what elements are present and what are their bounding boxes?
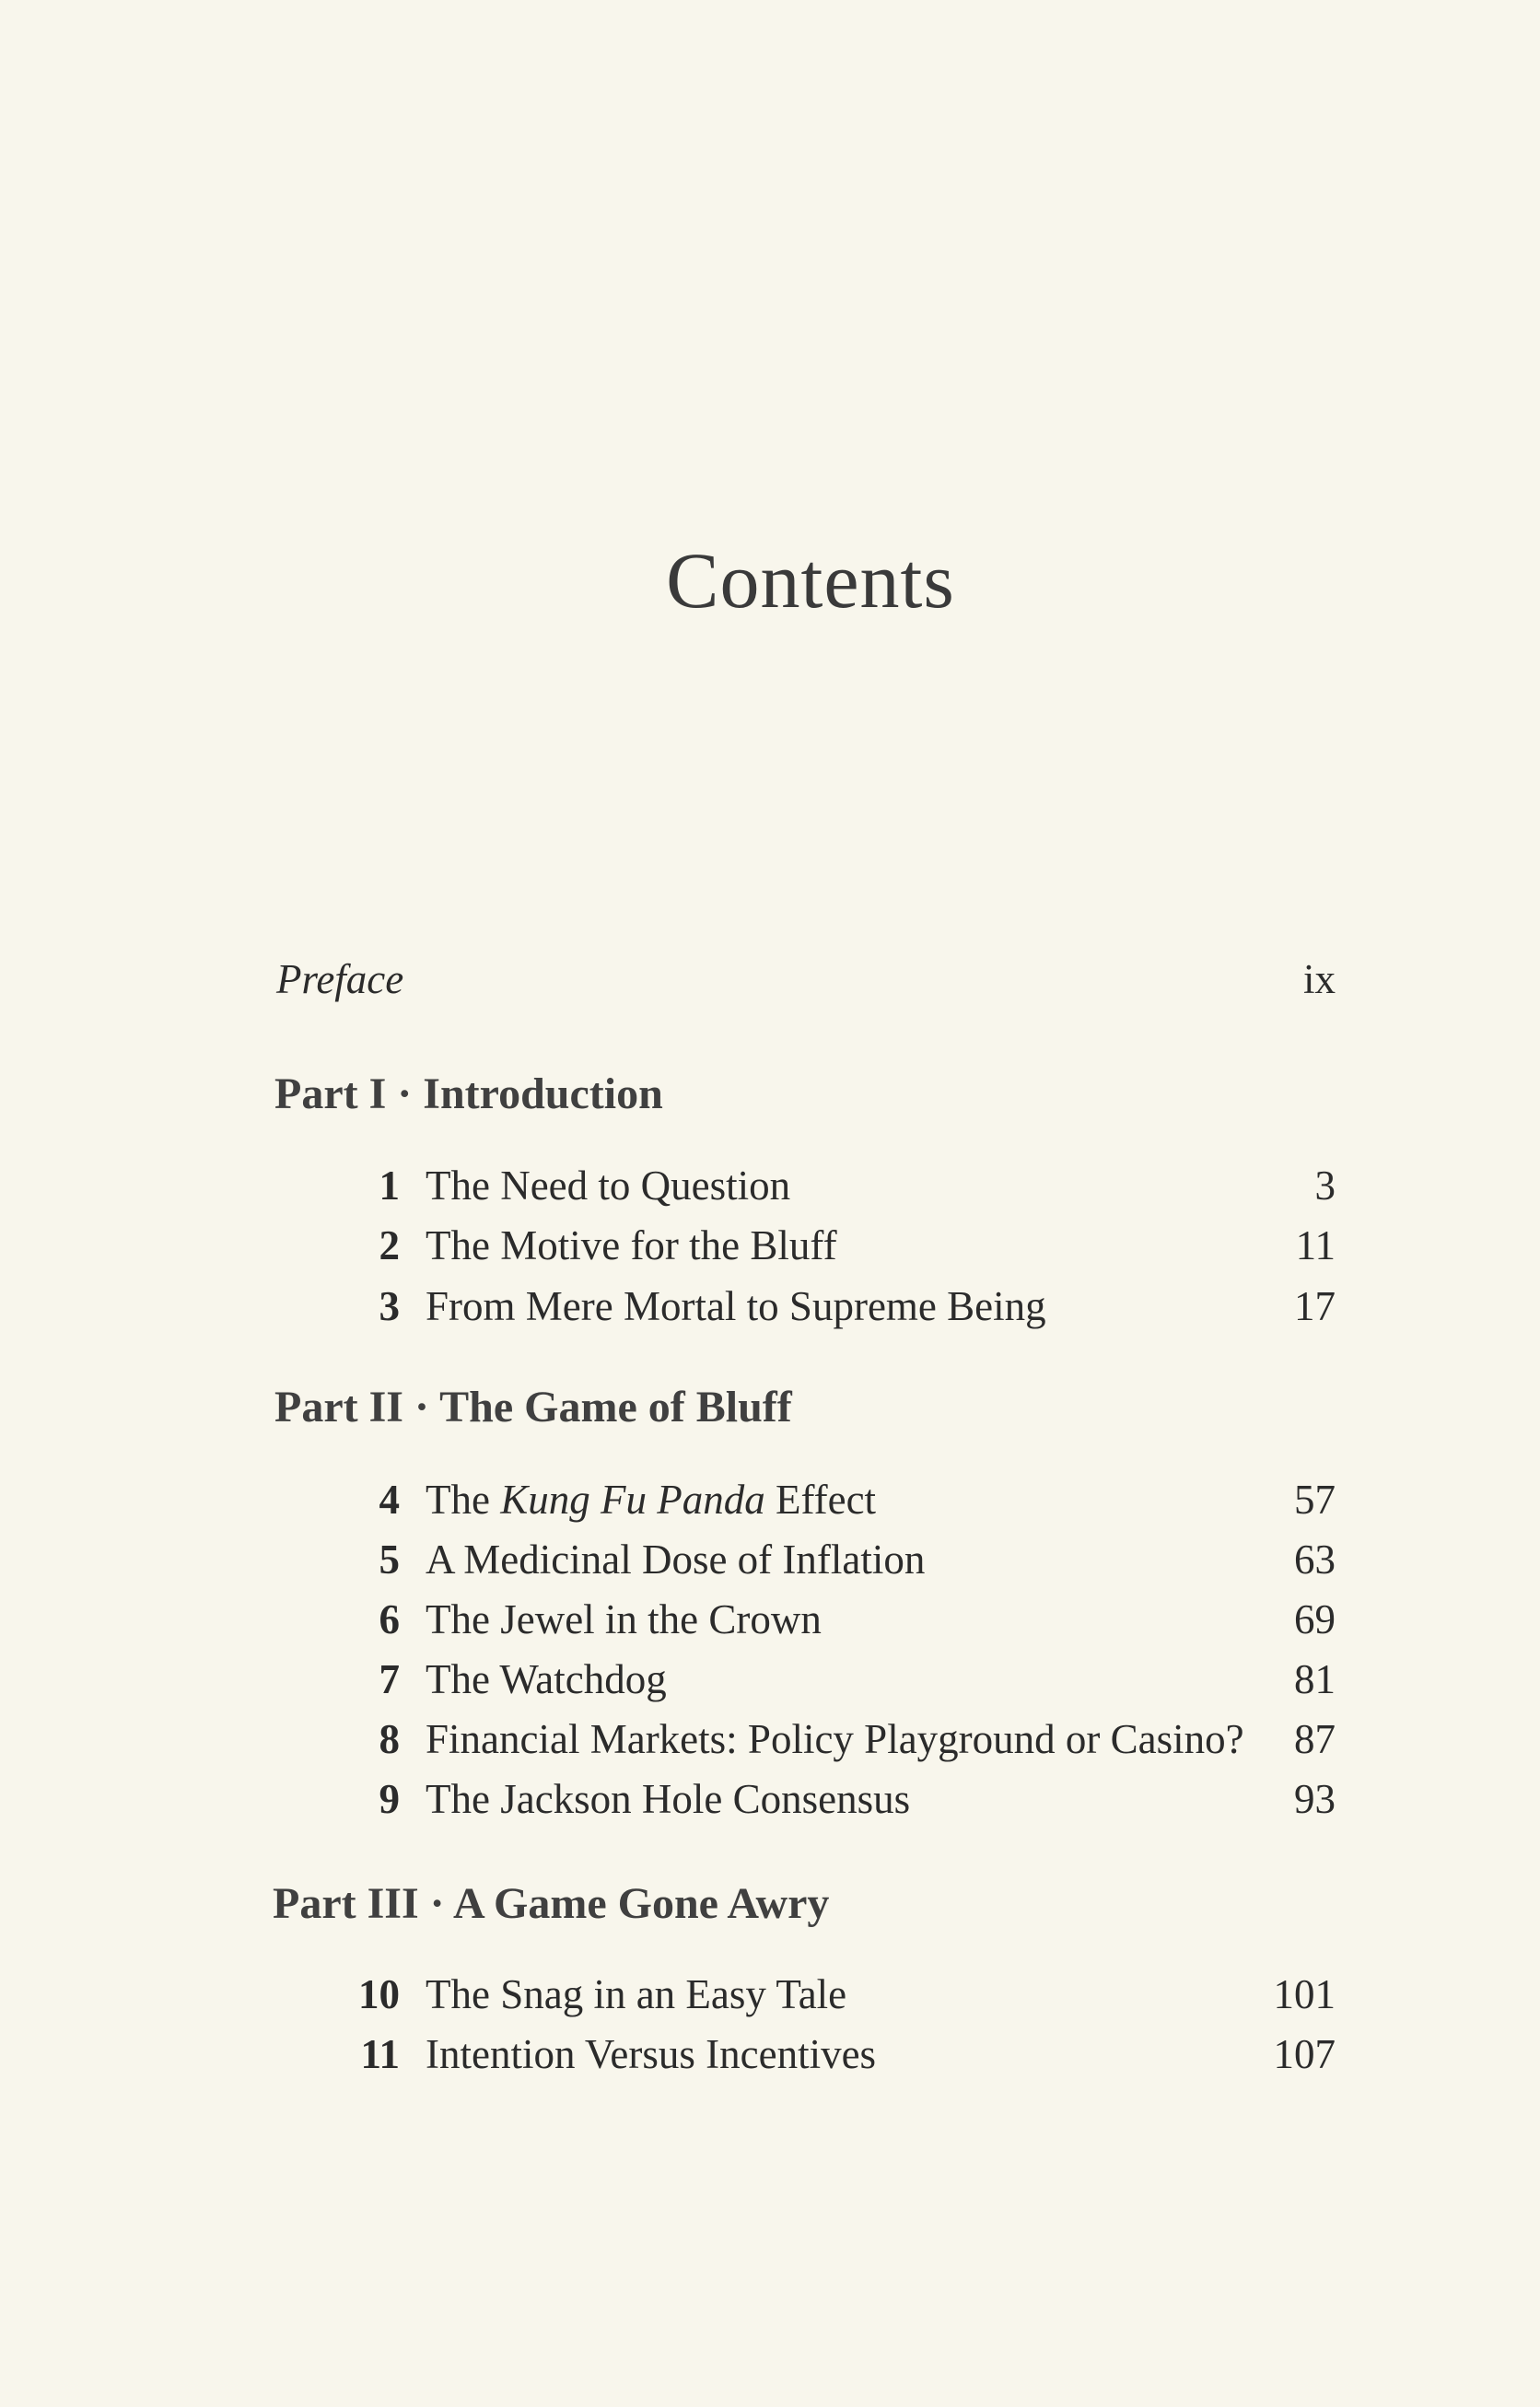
chapter-title-post: Effect [764,1477,877,1523]
page-number: 93 [1294,1776,1336,1822]
page-number: 101 [1273,1971,1336,2017]
chapter-title: A Medicinal Dose of Inflation [426,1537,926,1583]
toc-entry[interactable] [0,1769,1540,1829]
chapter-number: 11 [360,2031,400,2077]
toc-entry[interactable] [0,1964,1540,2025]
toc-entry[interactable] [0,1276,1540,1337]
part-heading: Part II · The Game of Bluff [274,1383,792,1431]
chapter-number: 4 [379,1477,400,1523]
chapter-title-italic: Kung Fu Panda [500,1477,765,1523]
toc-entry[interactable] [0,1709,1540,1770]
page-number: 17 [1294,1283,1336,1329]
chapter-number: 3 [379,1283,400,1329]
chapter-title: The Motive for the Bluff [426,1222,837,1268]
chapter-number: 5 [379,1537,400,1583]
chapter-title: The Need to Question [426,1163,791,1209]
toc-entry[interactable] [0,1155,1540,1216]
toc-entry-preface[interactable] [0,949,1540,1010]
page-number: 87 [1294,1716,1336,1762]
chapter-title: The Snag in an Easy Tale [426,1971,847,2017]
page-number: 81 [1294,1656,1336,1702]
page-number: 63 [1294,1537,1336,1583]
preface-label: Preface [276,956,404,1002]
toc-entry[interactable] [0,1649,1540,1710]
chapter-number: 9 [379,1776,400,1822]
chapter-number: 2 [379,1222,400,1268]
page-number: ix [1302,956,1336,1002]
chapter-title: The Jackson Hole Consensus [426,1776,911,1822]
chapter-number: 8 [379,1716,400,1762]
chapter-title: Financial Markets: Policy Playground or Casino? [426,1716,1244,1762]
page-number: 3 [1314,1163,1336,1209]
toc-entry[interactable] [0,1215,1540,1276]
page-number: 107 [1273,2031,1336,2077]
chapter-number: 1 [379,1163,400,1209]
page-number: 57 [1294,1477,1336,1523]
chapter-number: 7 [379,1656,400,1702]
toc-entry[interactable] [0,2024,1540,2085]
chapter-number: 6 [379,1596,400,1642]
page-number: 69 [1294,1596,1336,1642]
chapter-title: From Mere Mortal to Supreme Being [426,1283,1046,1329]
chapter-title [426,1469,876,1530]
chapter-title: Intention Versus Incentives [426,2031,877,2077]
chapter-title: The Watchdog [426,1656,667,1702]
chapter-title-pre: The [426,1477,501,1523]
page-number: 11 [1295,1222,1336,1268]
part-heading: Part III · A Game Gone Awry [273,1879,830,1928]
page-title: Contents [666,536,955,625]
toc-entry[interactable] [0,1529,1540,1590]
chapter-number: 10 [358,1971,400,2017]
toc-entry[interactable] [0,1469,1540,1530]
part-heading: Part I · Introduction [274,1069,663,1118]
chapter-title: The Jewel in the Crown [426,1596,822,1642]
toc-entry[interactable] [0,1589,1540,1650]
